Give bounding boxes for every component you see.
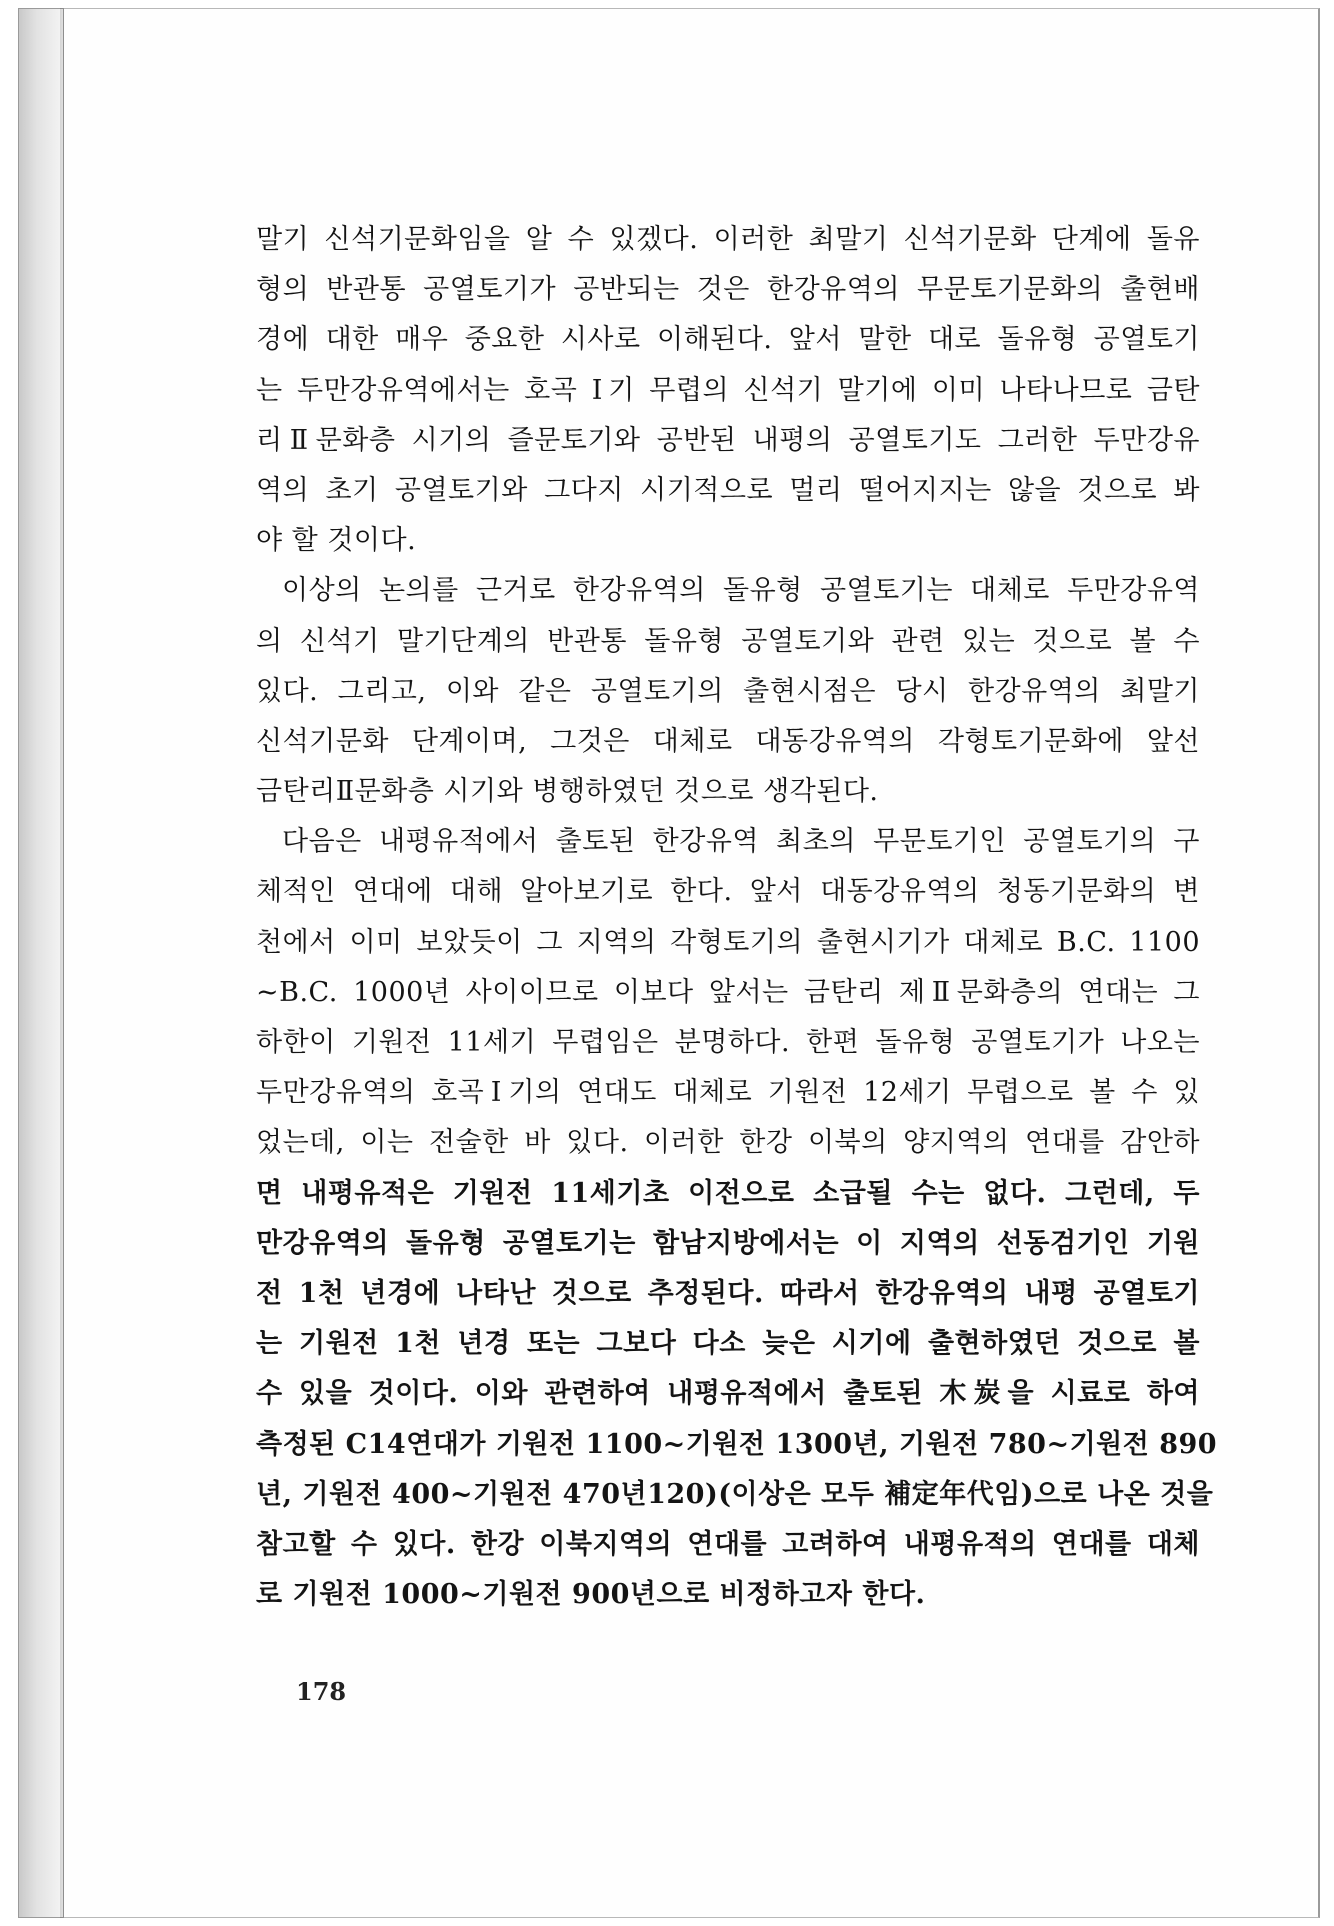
text-line: 형의 반관통 공열토기가 공반되는 것은 한강유역의 무문토기문화의 출현배	[256, 274, 1200, 306]
text-line: 역의 초기 공열토기와 그다지 시기적으로 멀리 떨어지지는 않을 것으로 봐	[256, 474, 1200, 506]
text-line: 전 1천 년경에 나타난 것으로 추정된다. 따라서 한강유역의 내평 공열토기	[256, 1277, 1200, 1309]
text-line: 경에 대한 매우 중요한 시사로 이해된다. 앞서 말한 대로 돌유형 공열토기	[256, 324, 1200, 356]
text-line: 의 신석기 말기단계의 반관통 돌유형 공열토기와 관련 있는 것으로 볼 수	[256, 625, 1200, 657]
text-line: 다음은 내평유적에서 출토된 한강유역 최초의 무문토기인 공열토기의 구	[282, 826, 1200, 858]
text-line: ~B.C. 1000년 사이이므로 이보다 앞서는 금탄리 제Ⅱ문화층의 연대는 그	[256, 976, 1200, 1008]
text-line: 만강유역의 돌유형 공열토기는 함남지방에서는 이 지역의 선동검기인 기원	[256, 1227, 1200, 1259]
text-line: 참고할 수 있다. 한강 이북지역의 연대를 고려하여 내평유적의 연대를 대체	[256, 1528, 1200, 1560]
text-line: 두만강유역의 호곡Ⅰ기의 연대도 대체로 기원전 12세기 무렵으로 볼 수 있	[256, 1077, 1200, 1109]
text-line: 이상의 논의를 근거로 한강유역의 돌유형 공열토기는 대체로 두만강유역	[282, 575, 1200, 607]
text-line: 있다. 그리고, 이와 같은 공열토기의 출현시점은 당시 한강유역의 최말기	[256, 675, 1200, 707]
book-page-edges	[18, 8, 64, 1918]
text-line: 체적인 연대에 대해 알아보기로 한다. 앞서 대동강유역의 청동기문화의 변	[256, 876, 1200, 908]
text-line: 는 두만강유역에서는 호곡 Ⅰ기 무렵의 신석기 말기에 이미 나타나므로 금탄	[256, 374, 1200, 406]
text-line: 면 내평유적은 기원전 11세기초 이전으로 소급될 수는 없다. 그런데, 두	[256, 1177, 1200, 1209]
text-line: 년, 기원전 400~기원전 470년120)(이상은 모두 補定年代임)으로 나온 것을	[256, 1478, 1214, 1510]
body-text	[256, 215, 1218, 1620]
text-line: 었는데, 이는 전술한 바 있다. 이러한 한강 이북의 양지역의 연대를 감안하	[256, 1127, 1200, 1159]
text-line: 말기 신석기문화임을 알 수 있겠다. 이러한 최말기 신석기문화 단계에 돌유	[256, 224, 1200, 255]
text-line: 측정된 C14연대가 기원전 1100~기원전 1300년, 기원전 780~기원전 890	[256, 1428, 1218, 1460]
text-line: 하한이 기원전 11세기 무렵임은 분명하다. 한편 돌유형 공열토기가 나오는	[256, 1027, 1200, 1058]
text-line: 수 있을 것이다. 이와 관련하여 내평유적에서 출토된 木炭을 시료로 하여	[256, 1378, 1200, 1410]
page-number: 178	[296, 1677, 347, 1706]
text-line: 리Ⅱ문화층 시기의 즐문토기와 공반된 내평의 공열토기도 그러한 두만강유	[256, 424, 1200, 456]
text-line: 는 기원전 1천 년경 또는 그보다 다소 늦은 시기에 출현하였던 것으로 볼	[256, 1328, 1200, 1360]
text-line: 신석기문화 단계이며, 그것은 대체로 대동강유역의 각형토기문화에 앞선	[256, 725, 1200, 757]
text-line: 천에서 이미 보았듯이 그 지역의 각형토기의 출현시기가 대체로 B.C. 1100	[256, 926, 1200, 958]
text-line: 금탄리Ⅱ문화층 시기와 병행하였던 것으로 생각된다.	[256, 776, 879, 808]
text-line: 로 기원전 1000~기원전 900년으로 비정하고자 한다.	[256, 1579, 926, 1611]
text-line: 야 할 것이다.	[256, 525, 417, 557]
